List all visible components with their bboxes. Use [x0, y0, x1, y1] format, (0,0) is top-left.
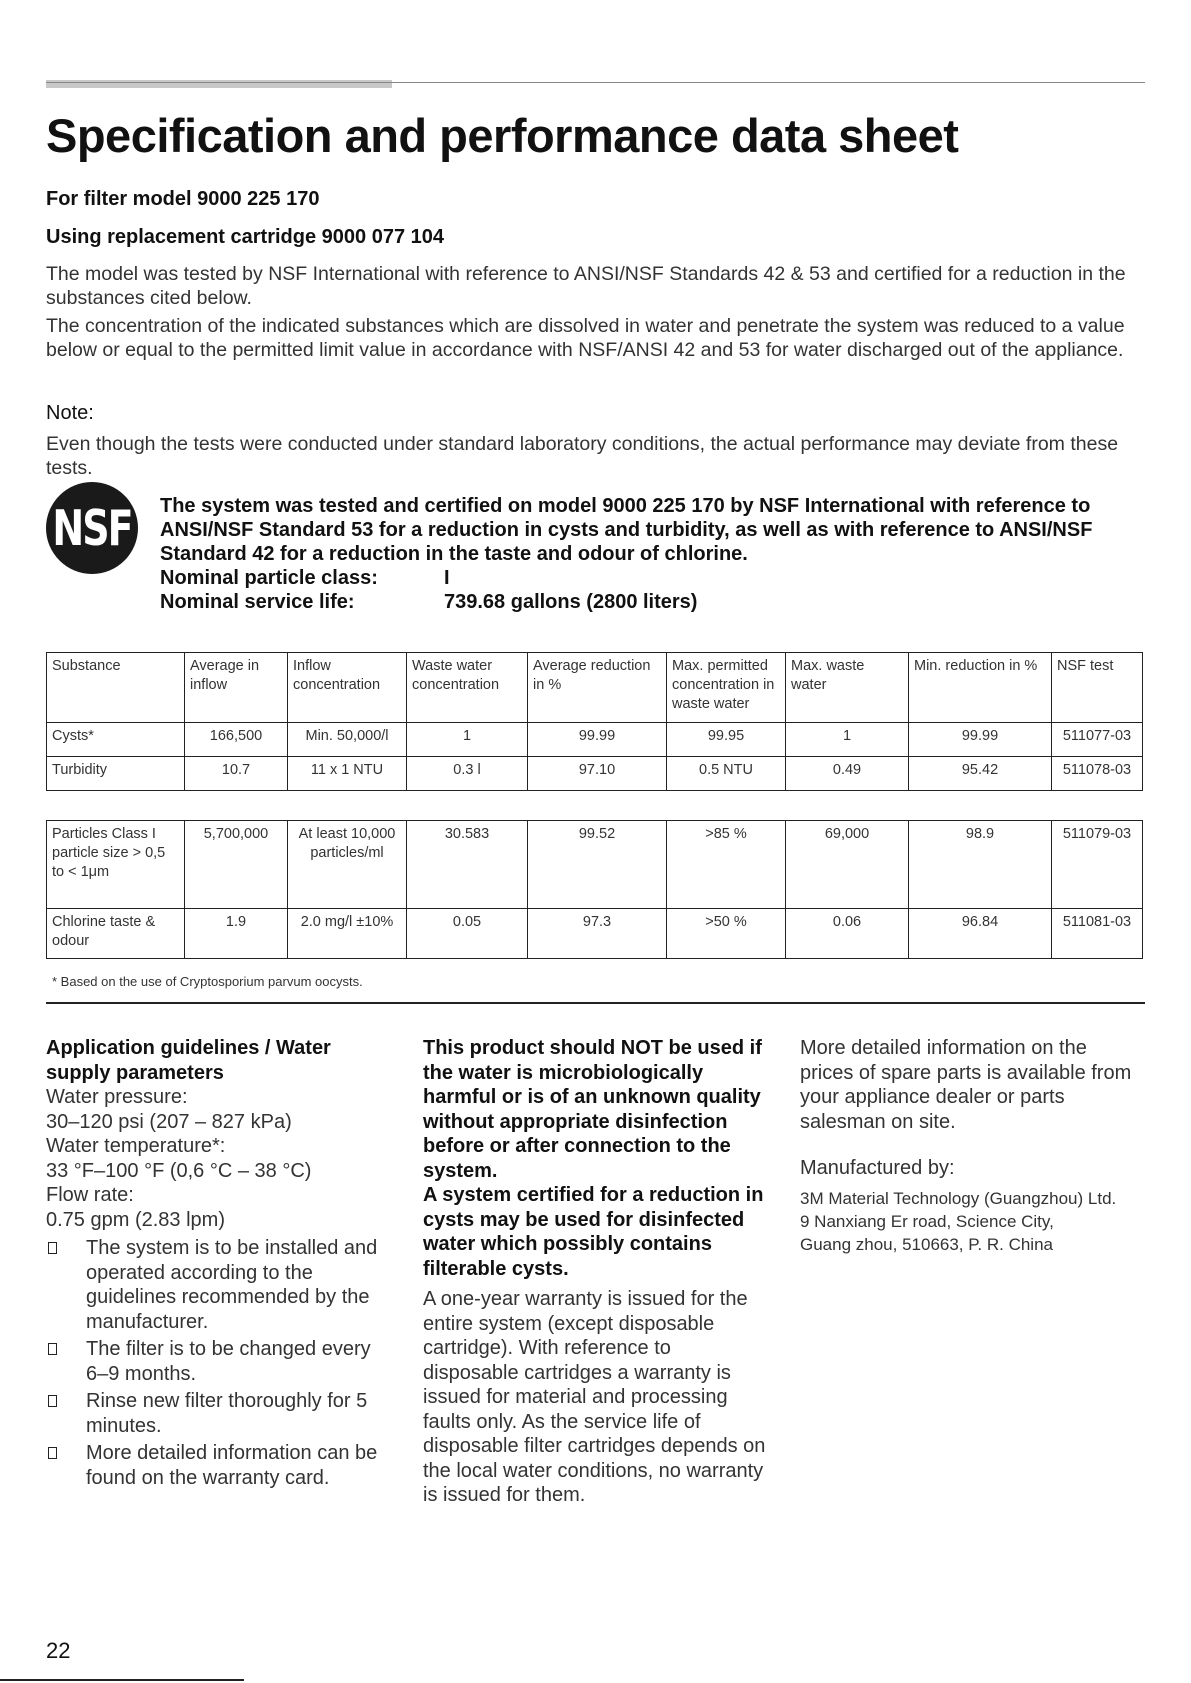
table-row: [47, 757, 1143, 791]
nsf-logo: NSF: [46, 482, 138, 574]
performance-table-2: [46, 820, 1143, 959]
header-cell: Average reduction in %: [528, 653, 667, 723]
table-cell: >85 %: [667, 821, 786, 909]
particle-class-value: I: [444, 567, 450, 589]
table-cell: Particles Class I particle size > 0,5 to < 1μm: [47, 821, 185, 909]
table-cell: 511078-03: [1052, 757, 1143, 791]
header-cell: NSF test: [1052, 653, 1143, 723]
pressure-value: 30–120 psi (207 – 827 kPa): [46, 1110, 292, 1133]
note-text: Even though the tests were conducted under standard laboratory conditions, the actual performance may deviate from these tests.: [46, 433, 1119, 479]
table-cell: 0.05: [407, 909, 528, 959]
header-cell: Max. permitted concentration in waste water: [667, 653, 786, 723]
table-cell: 5,700,000: [185, 821, 288, 909]
table-cell: 0.5 NTU: [667, 757, 786, 791]
warning-column: [423, 1036, 768, 1508]
header-cell: Substance: [47, 653, 185, 723]
filter-model: For filter model 9000 225 170: [46, 188, 320, 210]
flow-rate-label: Flow rate:: [46, 1184, 134, 1206]
table-footnote: * Based on the use of Cryptosporium parvum oocysts.: [52, 974, 363, 989]
list-item: Rinse new filter thoroughly for 5 minutes.: [46, 1389, 396, 1438]
table-cell: 97.3: [528, 909, 667, 959]
table-cell: >50 %: [667, 909, 786, 959]
table-cell: Chlorine taste & odour: [47, 909, 185, 959]
intro-paragraph-2: The concentration of the indicated substances which are dissolved in water and penetrate the system was reduced to a value below or equal to the permitted limit value in accordance with NSF/ANSI 42 and 53 for water discharged out of the appliance.: [46, 315, 1125, 361]
footer-rule: [0, 1679, 244, 1681]
table-cell: 10.7: [185, 757, 288, 791]
service-life-value: 739.68 gallons (2800 liters): [444, 591, 698, 613]
table-cell: 0.49: [786, 757, 909, 791]
cartridge: Using replacement cartridge 9000 077 104: [46, 226, 444, 248]
particle-class-row: [160, 566, 1150, 590]
nsf-certification: [160, 494, 1150, 614]
flow-rate-value: 0.75 gpm (2.83 lpm): [46, 1208, 225, 1231]
table-cell: 30.583: [407, 821, 528, 909]
table-cell: 98.9: [909, 821, 1052, 909]
temperature-label: Water temperature*:: [46, 1135, 226, 1157]
table-cell: 0.06: [786, 909, 909, 959]
table-cell: 69,000: [786, 821, 909, 909]
table-cell: 1: [407, 723, 528, 757]
header-cell: Inflow concentration: [288, 653, 407, 723]
table-row: [47, 723, 1143, 757]
table-cell: 97.10: [528, 757, 667, 791]
manufacturer-column: [800, 1036, 1145, 1256]
guidelines-list: [46, 1236, 396, 1490]
spare-parts-info: More detailed information on the prices of spare parts is available from your appliance dealer or parts salesman on site.: [800, 1037, 1132, 1133]
table-cell: 11 x 1 NTU: [288, 757, 407, 791]
intro-paragraph-1: The model was tested by NSF International with reference to ANSI/NSF Standards 42 & 53 and certified for a reduction in the substances cited below.: [46, 263, 1126, 309]
page-title: Specification and performance data sheet: [46, 109, 959, 162]
table-cell: 99.99: [909, 723, 1052, 757]
header-cell: Waste water concentration: [407, 653, 528, 723]
table-cell: 99.95: [667, 723, 786, 757]
checkbox-bullet-icon: [48, 1395, 57, 1407]
nsf-statement: The system was tested and certified on model 9000 225 170 by NSF International with reference to ANSI/NSF Standard 53 for a reduction in cysts and turbidity, as well as with reference to ANSI/NSF Standard 42 for a reduction in the taste and odour of chlorine.: [160, 495, 1093, 565]
table-header-row: [47, 653, 1143, 723]
table-row: [47, 821, 1143, 909]
table-cell: 99.52: [528, 821, 667, 909]
warning-text-2: A system certified for a reduction in cysts may be used for disinfected water which possibly contains filterable cysts.: [423, 1184, 764, 1280]
table-cell: 95.42: [909, 757, 1052, 791]
manufacturer-address-2: Guang zhou, 510663, P. R. China: [800, 1234, 1053, 1254]
temperature-value: 33 °F–100 °F (0,6 °C – 38 °C): [46, 1159, 312, 1182]
list-item: More detailed information can be found on the warranty card.: [46, 1441, 396, 1490]
manufactured-by-label: Manufactured by:: [800, 1157, 955, 1179]
application-guidelines-column: [46, 1036, 396, 1493]
note-heading: Note:: [46, 402, 94, 424]
table-cell: 2.0 mg/l ±10%: [288, 909, 407, 959]
list-item: The filter is to be changed every 6–9 months.: [46, 1337, 396, 1386]
pressure-label: Water pressure:: [46, 1086, 188, 1108]
header-cell: Min. reduction in %: [909, 653, 1052, 723]
checkbox-bullet-icon: [48, 1343, 57, 1355]
warranty-text: A one-year warranty is issued for the entire system (except disposable cartridge). With reference to disposable cartridges a warranty is issued for material and processing faults only. As the service life of disposable filter cartridges depends on the local water conditions, no warranty is issued for them.: [423, 1288, 766, 1506]
table-cell: 0.3 l: [407, 757, 528, 791]
table-cell: 511081-03: [1052, 909, 1143, 959]
table-cell: 166,500: [185, 723, 288, 757]
performance-table-1: [46, 652, 1143, 791]
particle-class-label: Nominal particle class:: [160, 567, 378, 589]
table-cell: At least 10,000 particles/ml: [288, 821, 407, 909]
table-cell: Min. 50,000/l: [288, 723, 407, 757]
table-cell: 511077-03: [1052, 723, 1143, 757]
table-cell: 1.9: [185, 909, 288, 959]
table-cell: Turbidity: [47, 757, 185, 791]
checkbox-bullet-icon: [48, 1447, 57, 1459]
header-cell: Average in inflow: [185, 653, 288, 723]
service-life-row: [160, 590, 1150, 614]
table-cell: 96.84: [909, 909, 1052, 959]
table-row: [47, 909, 1143, 959]
guidelines-heading: Application guidelines / Water supply parameters: [46, 1037, 331, 1084]
warning-text-1: This product should NOT be used if the water is microbiologically harmful or is of an unknown quality without appropriate disinfection before or after connection to the system.: [423, 1037, 762, 1182]
section-divider: [46, 1002, 1145, 1004]
table-cell: Cysts*: [47, 723, 185, 757]
list-item: The system is to be installed and operated according to the guidelines recommended by the manufacturer.: [46, 1236, 396, 1334]
manufacturer-address-1: 9 Nanxiang Er road, Science City,: [800, 1211, 1054, 1231]
table-cell: 1: [786, 723, 909, 757]
header-rule: [46, 82, 1145, 83]
table-cell: 511079-03: [1052, 821, 1143, 909]
table-cell: 99.99: [528, 723, 667, 757]
service-life-label: Nominal service life:: [160, 591, 355, 613]
page-number: 22: [46, 1638, 71, 1663]
header-cell: Max. waste water: [786, 653, 909, 723]
checkbox-bullet-icon: [48, 1242, 57, 1254]
manufacturer-name: 3M Material Technology (Guangzhou) Ltd.: [800, 1188, 1117, 1208]
